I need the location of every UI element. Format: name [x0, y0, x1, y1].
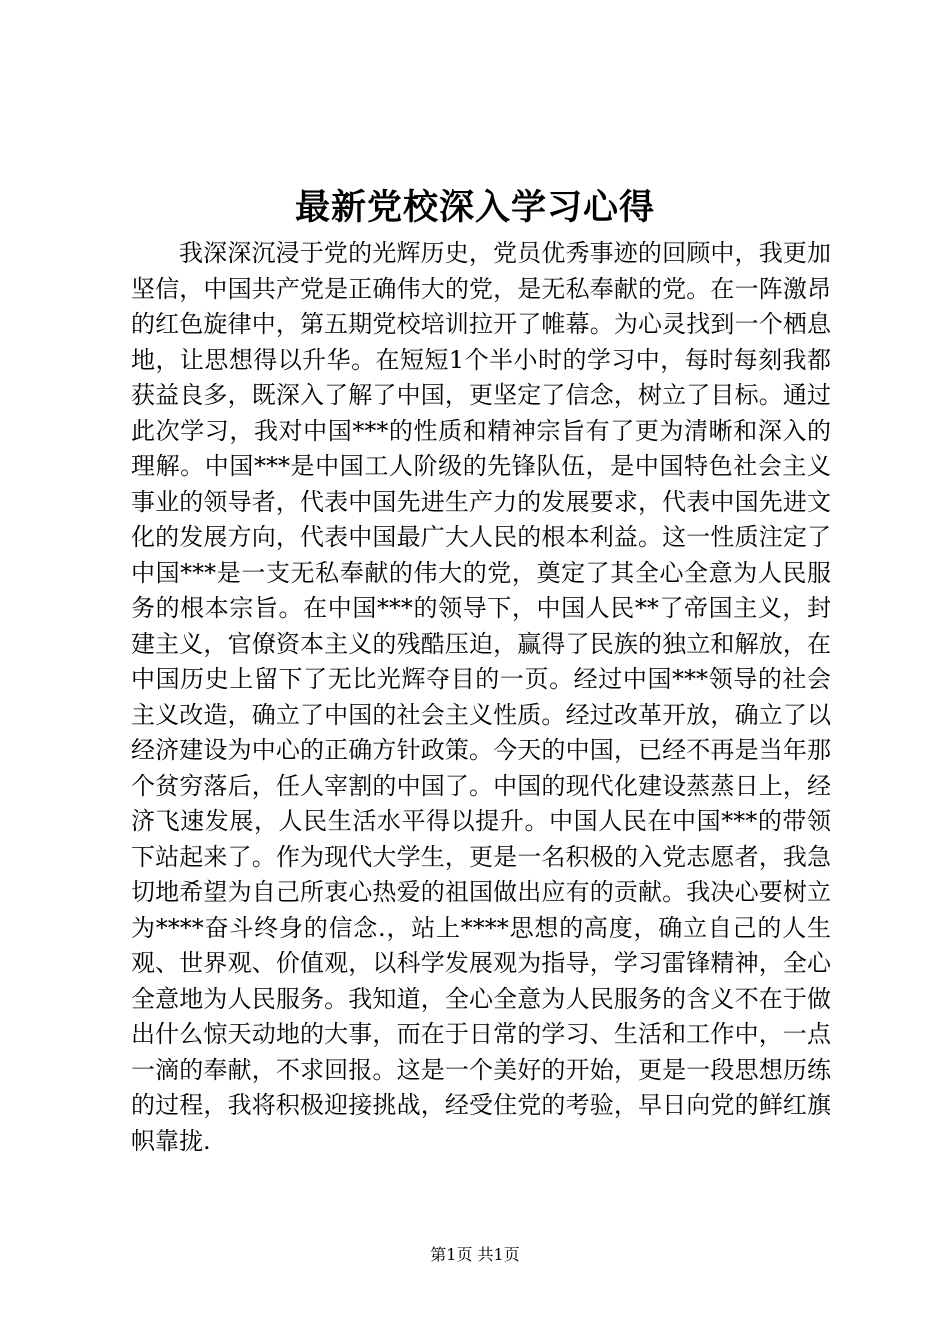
document-paragraph: 我深深沉浸于党的光辉历史，党员优秀事迹的回顾中，我更加坚信，中国共产党是正确伟大的党，是无私奉献的党。在一阵激昂的红色旋律中，第五期党校培训拉开了帷幕。为心灵找到一个栖息地，让思想得以升华。在短短1个半小时的学习中，每时每刻我都获益良多，既深入了解了中国，更坚定了信念，树立了目标。通过此次学习，我对中国***的性质和精神宗旨有了更为清晰和深入的理解。中国***是中国工人阶级的先锋队伍，是中国特色社会主义事业的领导者，代表中国先进生产力的发展要求，代表中国先进文化的发展方向，代表中国最广大人民的根本利益。这一性质注定了中国***是一支无私奉献的伟大的党，奠定了其全心全意为人民服务的根本宗旨。在中国***的领导下，中国人民**了帝国主义，封建主义，官僚资本主义的残酷压迫，赢得了民族的独立和解放，在中国历史上留下了无比光辉夺目的一页。经过中国***领导的社会主义改造，确立了中国的社会主义性质。经过改革开放，确立了以经济建设为中心的正确方针政策。今天的中国，已经不再是当年那个贫穷落后，任人宰割的中国了。中国的现代化建设蒸蒸日上，经济飞速发展，人民生活水平得以提升。中国人民在中国***的带领下站起来了。作为现代大学生，更是一名积极的入党志愿者，我急切地希望为自己所衷心热爱的祖国做出应有的贡献。我决心要树立为****奋斗终身的信念.，站上****思想的高度，确立自己的人生观、世界观、价值观，以科学发展观为指导，学习雷锋精神，全心全意地为人民服务。我知道，全心全意为人民服务的含义不在于做出什么惊天动地的大事，而在于日常的学习、生活和工作中，一点一滴的奉献，不求回报。这是一个美好的开始，更是一段思想历练的过程，我将积极迎接挑战，经受住党的考验，早日向党的鲜红旗帜靠拢.: [131, 239, 831, 1155]
page-footer: 第1页 共1页: [430, 1245, 520, 1264]
document-title: 最新党校深入学习心得: [294, 187, 655, 228]
